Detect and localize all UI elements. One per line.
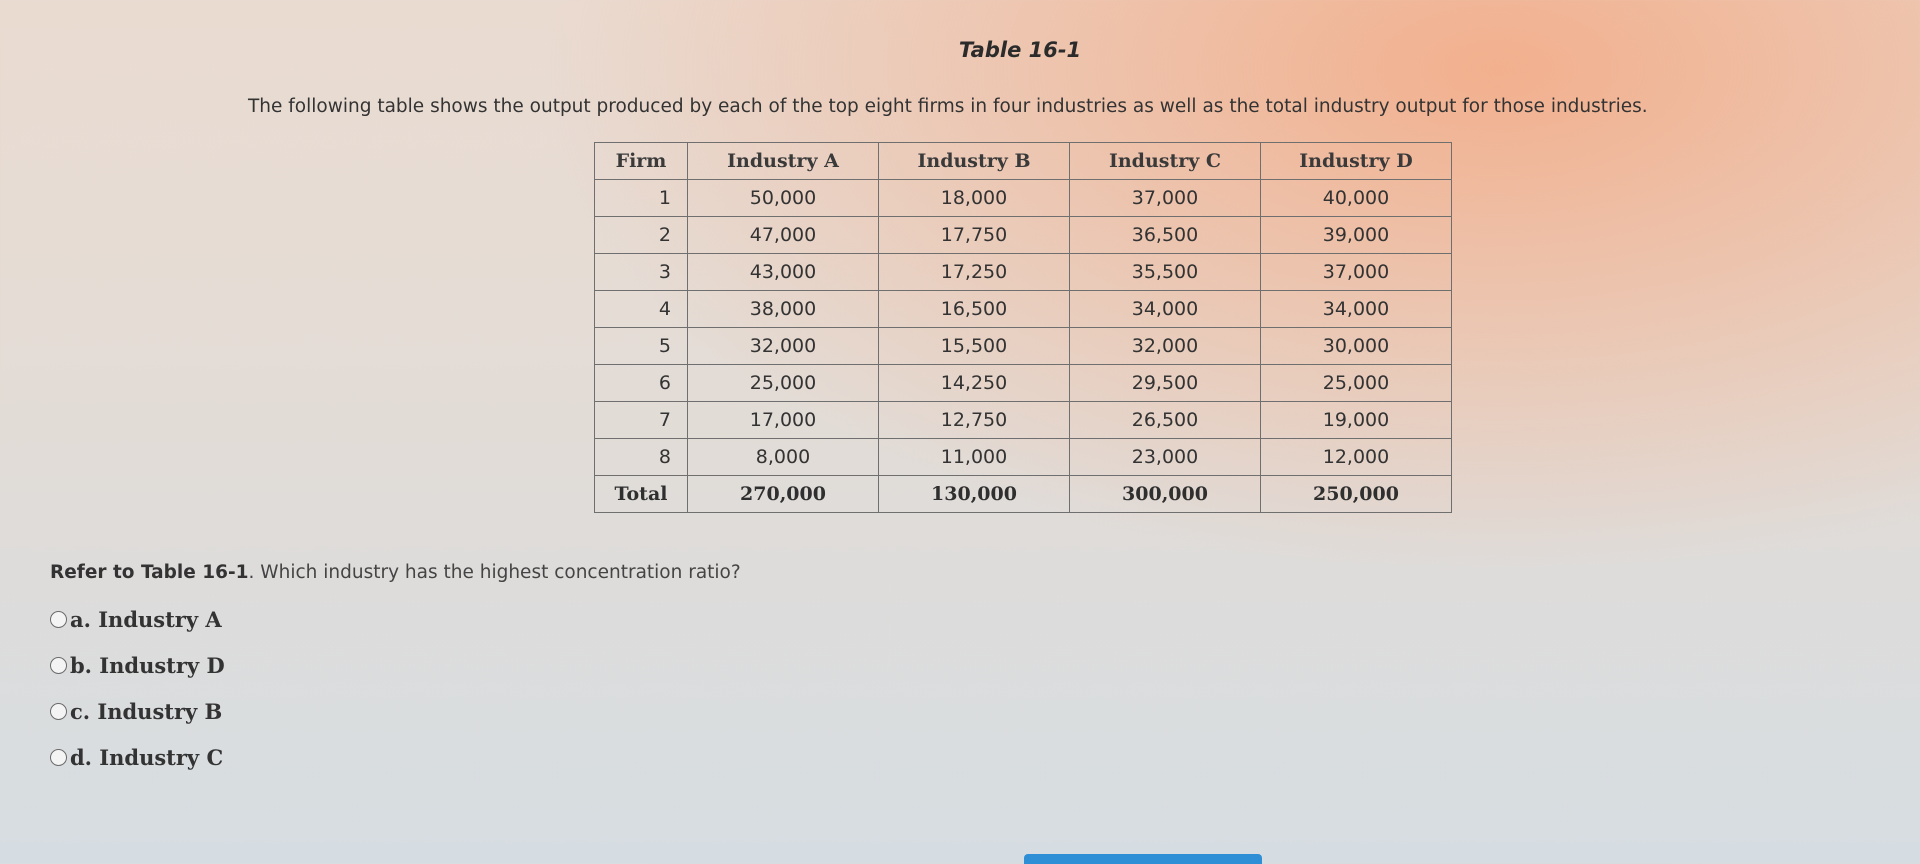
output-table — [594, 142, 1452, 513]
firm-cell: 4 — [595, 291, 688, 328]
table-cell: 17,000 — [688, 402, 879, 439]
table-cell: 35,500 — [1070, 254, 1261, 291]
table-row — [595, 365, 1452, 402]
option-label: c. Industry B — [70, 698, 223, 724]
option-a[interactable] — [50, 596, 225, 642]
table-row — [595, 402, 1452, 439]
total-label: Total — [595, 476, 688, 513]
table-cell: 50,000 — [688, 180, 879, 217]
radio-d[interactable] — [50, 749, 67, 766]
table-cell: 29,500 — [1070, 365, 1261, 402]
table-cell: 12,000 — [1261, 439, 1452, 476]
option-label: d. Industry C — [70, 744, 224, 770]
table-cell: 37,000 — [1070, 180, 1261, 217]
header-firm: Firm — [595, 143, 688, 180]
table-cell: 15,500 — [879, 328, 1070, 365]
firm-cell: 8 — [595, 439, 688, 476]
table-cell: 34,000 — [1261, 291, 1452, 328]
table-cell: 38,000 — [688, 291, 879, 328]
table-cell: 40,000 — [1261, 180, 1452, 217]
table-cell: 23,000 — [1070, 439, 1261, 476]
question-text — [50, 562, 741, 583]
table-row — [595, 439, 1452, 476]
table-row — [595, 180, 1452, 217]
radio-a[interactable] — [50, 611, 67, 628]
table-cell: 47,000 — [688, 217, 879, 254]
question-prompt: . Which industry has the highest concentration ratio? — [248, 562, 741, 583]
total-cell: 130,000 — [879, 476, 1070, 513]
option-label: a. Industry A — [70, 606, 222, 632]
header-industry-d: Industry D — [1261, 143, 1452, 180]
option-d[interactable] — [50, 734, 225, 780]
table-cell: 11,000 — [879, 439, 1070, 476]
firm-cell: 2 — [595, 217, 688, 254]
table-cell: 14,250 — [879, 365, 1070, 402]
answer-options — [50, 596, 225, 780]
firm-cell: 1 — [595, 180, 688, 217]
firm-cell: 7 — [595, 402, 688, 439]
intro-text: The following table shows the output produced by each of the top eight firms in four industries as well as the total industry output for those industries. — [248, 96, 1648, 117]
header-industry-c: Industry C — [1070, 143, 1261, 180]
submit-button[interactable] — [1024, 854, 1262, 864]
total-cell: 300,000 — [1070, 476, 1261, 513]
table-cell: 19,000 — [1261, 402, 1452, 439]
table-cell: 16,500 — [879, 291, 1070, 328]
option-label: b. Industry D — [70, 652, 225, 678]
table-row — [595, 254, 1452, 291]
table-cell: 17,250 — [879, 254, 1070, 291]
option-b[interactable] — [50, 642, 225, 688]
table-cell: 32,000 — [688, 328, 879, 365]
table-cell: 25,000 — [688, 365, 879, 402]
table-cell: 17,750 — [879, 217, 1070, 254]
table-row — [595, 328, 1452, 365]
firm-cell: 6 — [595, 365, 688, 402]
table-cell: 37,000 — [1261, 254, 1452, 291]
total-cell: 270,000 — [688, 476, 879, 513]
table-cell: 36,500 — [1070, 217, 1261, 254]
table-cell: 12,750 — [879, 402, 1070, 439]
table-title: Table 16-1 — [958, 38, 1082, 62]
radio-c[interactable] — [50, 703, 67, 720]
table-cell: 26,500 — [1070, 402, 1261, 439]
option-c[interactable] — [50, 688, 225, 734]
table-cell: 34,000 — [1070, 291, 1261, 328]
table-row — [595, 291, 1452, 328]
table-row — [595, 217, 1452, 254]
firm-cell: 3 — [595, 254, 688, 291]
table-cell: 8,000 — [688, 439, 879, 476]
firm-cell: 5 — [595, 328, 688, 365]
total-cell: 250,000 — [1261, 476, 1452, 513]
table-cell: 18,000 — [879, 180, 1070, 217]
header-industry-b: Industry B — [879, 143, 1070, 180]
table-total-row — [595, 476, 1452, 513]
table-cell: 32,000 — [1070, 328, 1261, 365]
header-industry-a: Industry A — [688, 143, 879, 180]
question-reference: Refer to Table 16-1 — [50, 562, 249, 583]
table-cell: 43,000 — [688, 254, 879, 291]
radio-b[interactable] — [50, 657, 67, 674]
table-cell: 30,000 — [1261, 328, 1452, 365]
table-cell: 39,000 — [1261, 217, 1452, 254]
table-cell: 25,000 — [1261, 365, 1452, 402]
table-header-row — [595, 143, 1452, 180]
